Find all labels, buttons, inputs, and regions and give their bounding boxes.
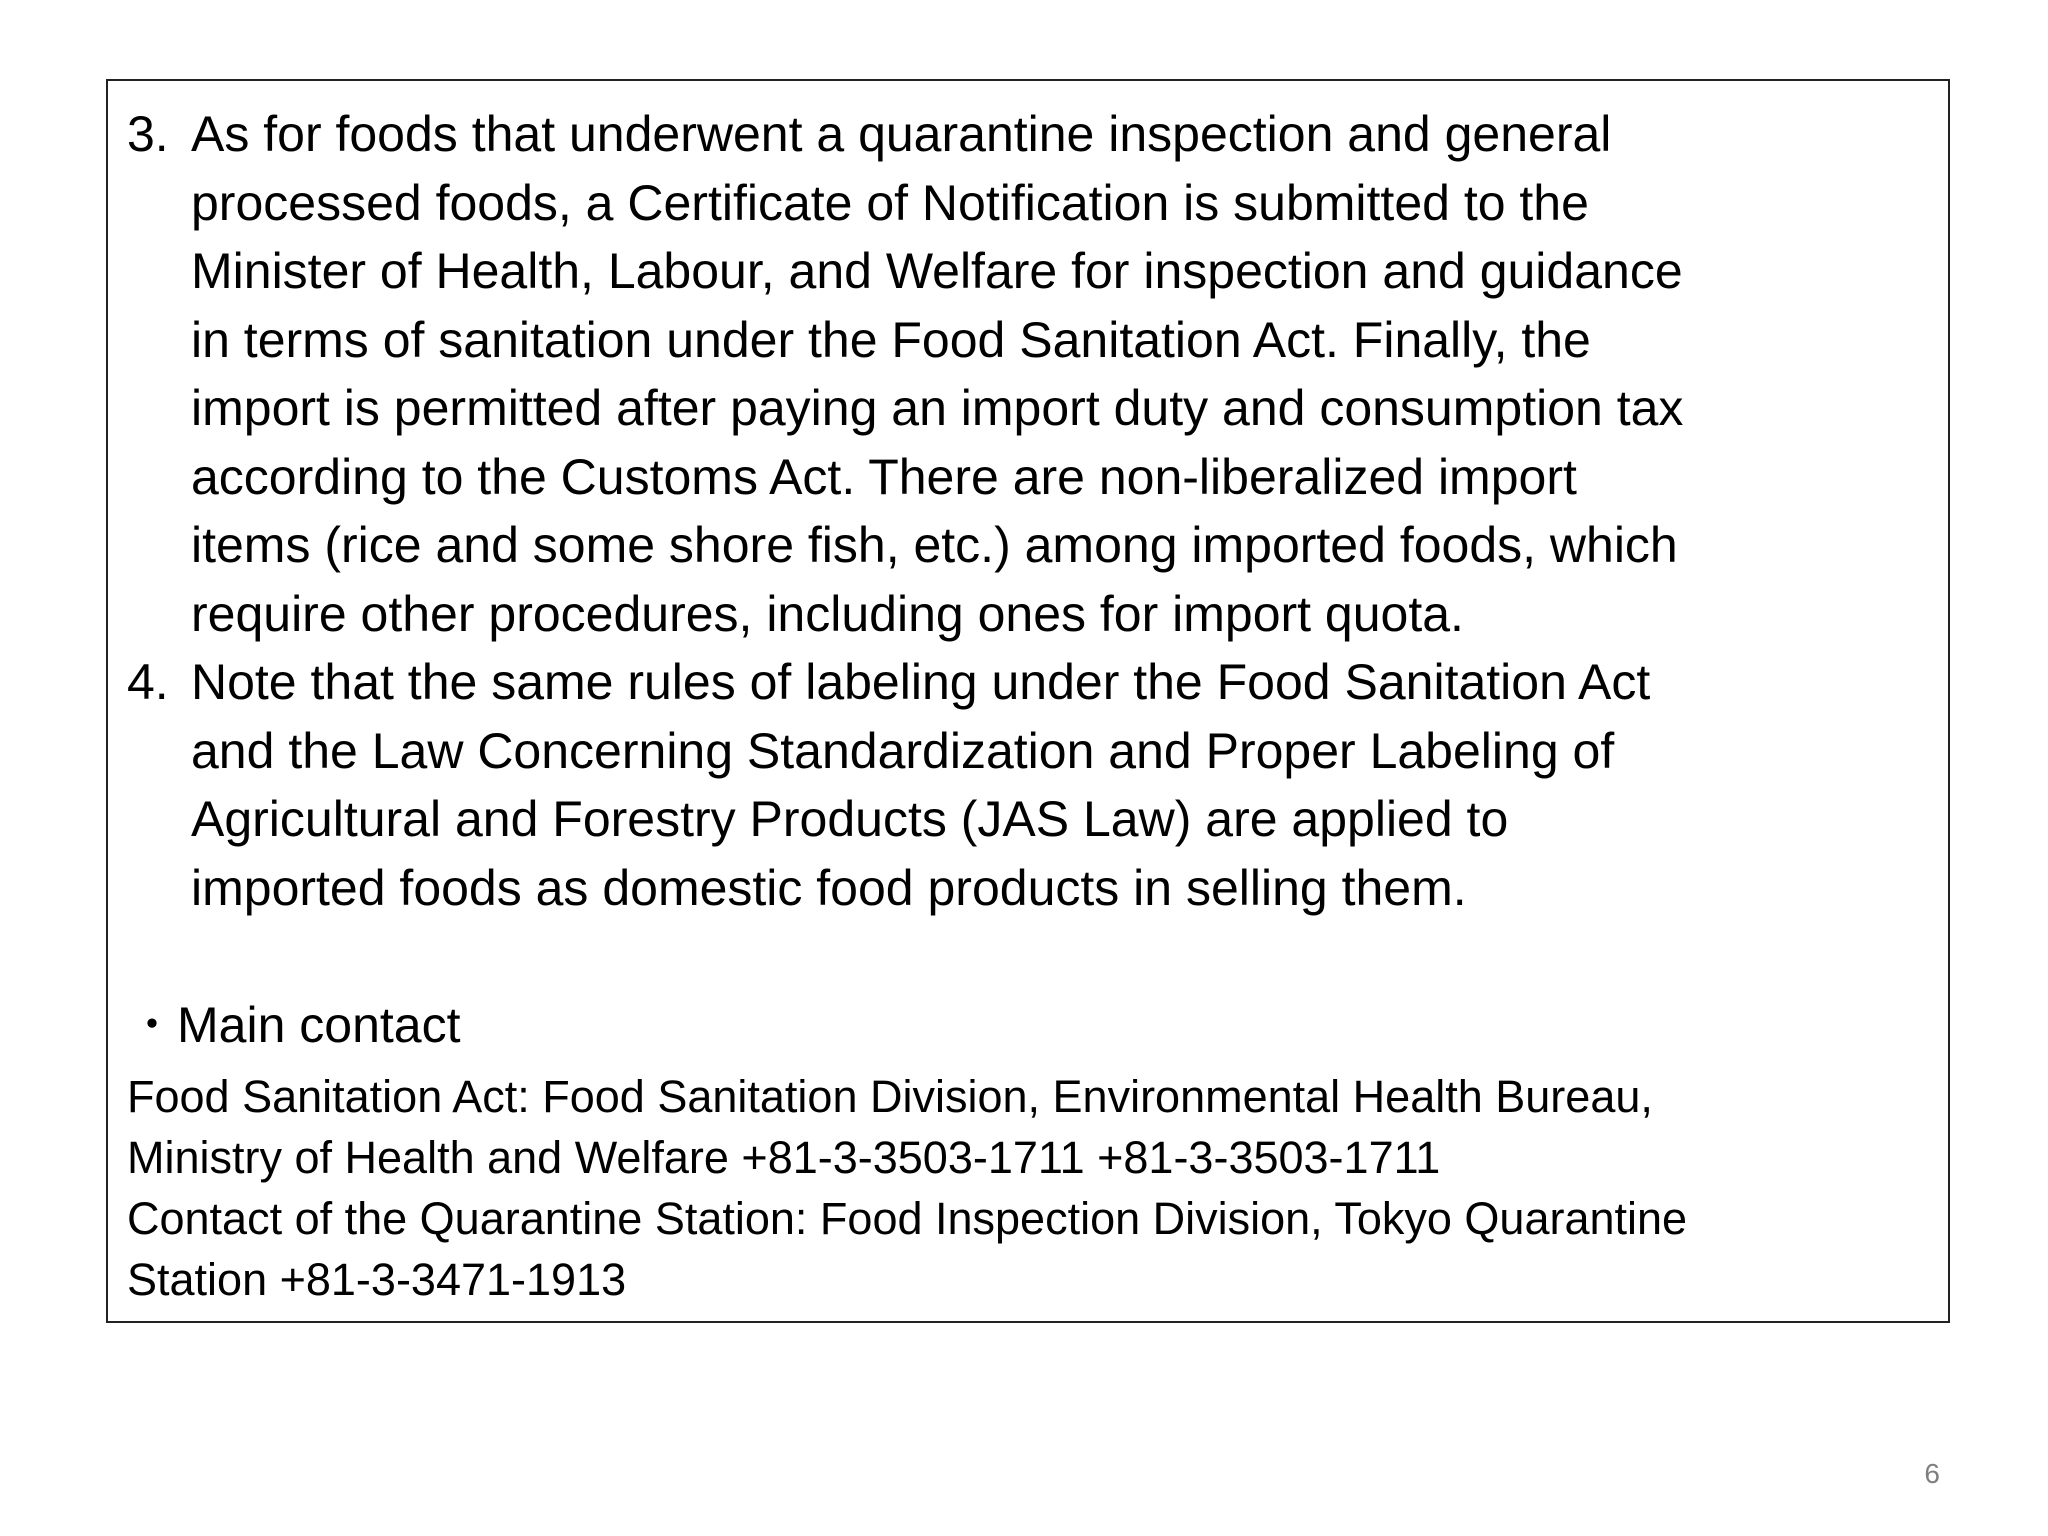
- item-line: in terms of sanitation under the Food Sanitation Act. Finally, the: [191, 311, 1591, 368]
- item-line: imported foods as domestic food products in selling them.: [191, 859, 1467, 916]
- item-line: Minister of Health, Labour, and Welfare for inspection and guidance: [191, 243, 1683, 299]
- contact-details: [127, 1066, 1687, 1310]
- contact-line: Ministry of Health and Welfare +81-3-3503-1711 +81-3-3503-1711: [127, 1132, 1441, 1183]
- item-line: Agricultural and Forestry Products (JAS Law) are applied to: [191, 791, 1509, 847]
- item-line: require other procedures, including ones for import quota.: [191, 585, 1464, 642]
- page-number: 6: [1924, 1458, 1940, 1489]
- item-line: import is permitted after paying an import duty and consumption tax: [191, 380, 1684, 436]
- item-number: 3.: [127, 106, 169, 162]
- list-item-3: [127, 100, 1927, 648]
- item-line: according to the Customs Act. There are non-liberalized import: [191, 448, 1577, 505]
- item-line: As for foods that underwent a quarantine inspection and general: [191, 106, 1612, 162]
- contact-line: Station +81-3-3471-1913: [127, 1254, 627, 1305]
- item-line: processed foods, a Certificate of Notification is submitted to the: [191, 174, 1589, 231]
- item-number: 4.: [127, 654, 169, 710]
- item-line: Note that the same rules of labeling under the Food Sanitation Act: [191, 654, 1651, 710]
- contact-heading: ・Main contact: [127, 997, 461, 1053]
- contact-line: Food Sanitation Act: Food Sanitation Division, Environmental Health Bureau,: [127, 1071, 1653, 1122]
- item-line: and the Law Concerning Standardization and Proper Labeling of: [191, 722, 1615, 779]
- list-item-4: [127, 648, 1927, 922]
- item-line: items (rice and some shore fish, etc.) among imported foods, which: [191, 517, 1678, 573]
- contact-line: Contact of the Quarantine Station: Food Inspection Division, Tokyo Quarantine: [127, 1193, 1688, 1244]
